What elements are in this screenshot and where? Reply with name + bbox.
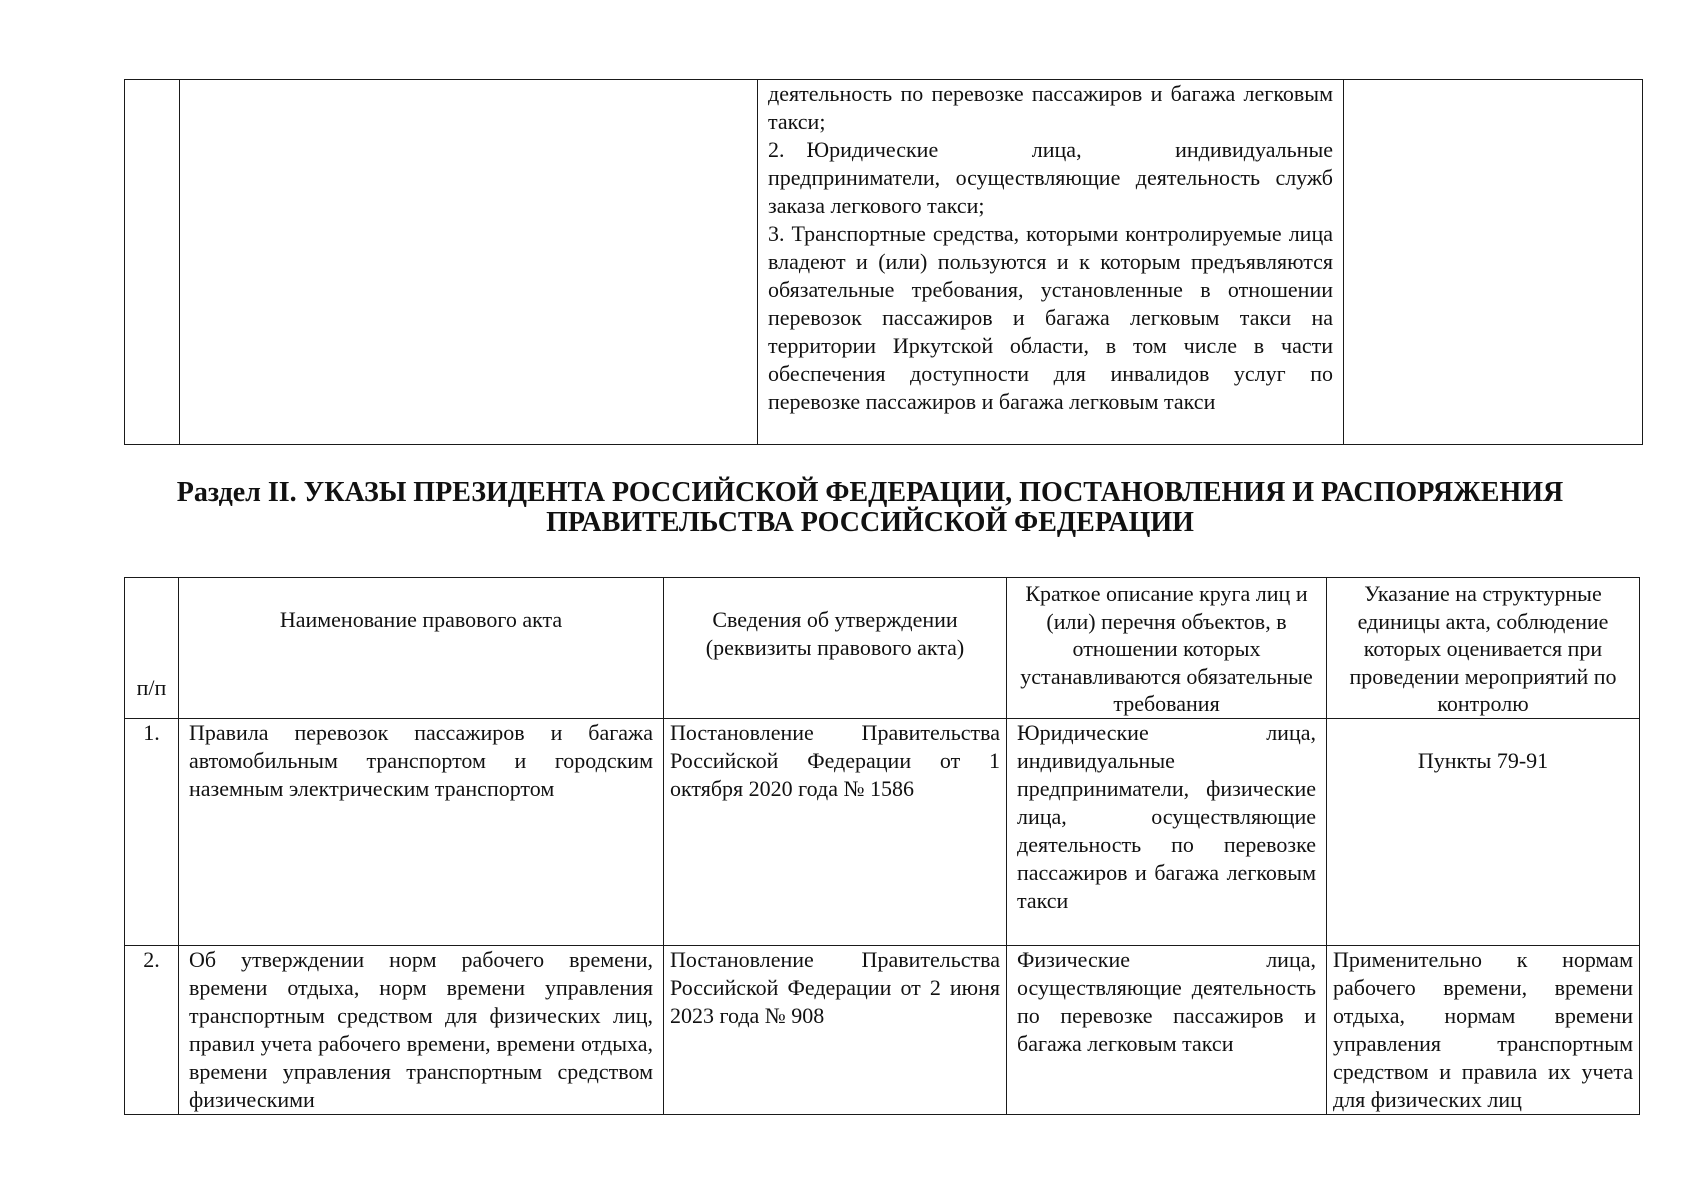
table-header-row	[125, 578, 1640, 719]
act-approval: Постановление Правительства Российской Федерации от 1 октября 2020 года № 1586	[664, 719, 1007, 946]
row-number: 2.	[125, 946, 179, 1115]
table-row	[125, 80, 1643, 445]
header-number: п/п	[125, 578, 179, 719]
header-description: Краткое описание круга лиц и (или) перечня объектов, в отношении которых устанавливаются обязательные требования	[1007, 578, 1327, 719]
header-structural-units: Указание на структурные единицы акта, соблюдение которых оценивается при проведении мероприятий по контролю	[1327, 578, 1640, 719]
table-row	[125, 719, 1640, 946]
table-cell	[125, 80, 180, 445]
section-title	[120, 478, 1620, 538]
act-approval: Постановление Правительства Российской Федерации от 2 июня 2023 года № 908	[664, 946, 1007, 1115]
section-title-line-1: Раздел II. УКАЗЫ ПРЕЗИДЕНТА РОССИЙСКОЙ ФЕДЕРАЦИИ, ПОСТАНОВЛЕНИЯ И РАСПОРЯЖЕНИЯ	[176, 477, 1564, 508]
structural-units: Пункты 79-91	[1327, 719, 1640, 946]
row-number: 1.	[125, 719, 179, 946]
persons-description: Юридические лица, индивидуальные предприниматели, физические лица, осуществляющие деятельность по перевозке пассажиров и багажа легковым такси	[1007, 719, 1327, 946]
structural-units: Применительно к нормам рабочего времени, времени отдыха, нормам времени управления транспортным средством и правила их учета для физических лиц	[1327, 946, 1640, 1115]
legal-acts-table	[124, 577, 1640, 1115]
table-cell	[1344, 80, 1643, 445]
objects-description-cell: деятельность по перевозке пассажиров и багажа легковым такси; 2. Юридические лица, индивидуальные предприниматели, осуществляющие деятельность служб заказа легкового такси; 3. Транспортные средства, которыми контролируемые лица владеют и (или) пользуются и к которым предъявляются обязательные требования, установленные в отношении перевозок пассажиров и багажа легковым такси на территории Иркутской области, в том числе в части обеспечения доступности для инвалидов услуг по перевозке пассажиров и багажа легковым такси	[758, 80, 1344, 445]
act-name: Правила перевозок пассажиров и багажа автомобильным транспортом и городским наземным электрическим транспортом	[179, 719, 664, 946]
table-cell	[180, 80, 758, 445]
header-approval: Сведения об утверждении (реквизиты правового акта)	[664, 578, 1007, 719]
act-name: Об утверждении норм рабочего времени, времени отдыха, норм времени управления транспортным средством для физических лиц, правил учета рабочего времени, времени отдыха, времени управления транспортным средством физическими	[179, 946, 664, 1115]
table-row	[125, 946, 1640, 1115]
continuation-table	[124, 79, 1643, 445]
section-title-line-2: ПРАВИТЕЛЬСТВА РОССИЙСКОЙ ФЕДЕРАЦИИ	[546, 507, 1194, 538]
persons-description: Физические лица, осуществляющие деятельность по перевозке пассажиров и багажа легковым такси	[1007, 946, 1327, 1115]
header-act-name: Наименование правового акта	[179, 578, 664, 719]
